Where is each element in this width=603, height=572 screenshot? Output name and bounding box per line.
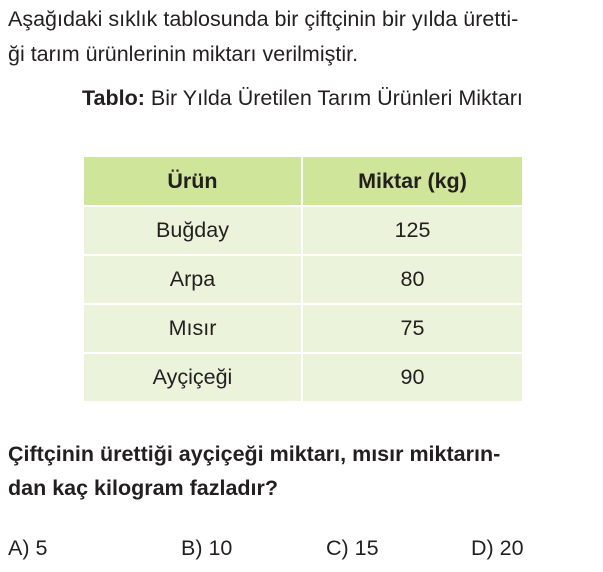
option-a[interactable]: A) 5 [8,536,48,560]
option-d[interactable]: D) 20 [471,536,524,560]
intro-line-2: ği tarım ürünlerinin miktarı verilmiştir. [8,42,359,66]
cell-product: Arpa [84,255,302,304]
frequency-table [84,157,522,401]
question-line-2: dan kaç kilogram fazladır? [8,476,279,500]
table-header-row [84,157,522,206]
cell-amount: 80 [302,255,522,304]
cell-amount: 90 [302,353,522,401]
answer-options [8,531,603,565]
cell-product: Ayçiçeği [84,353,302,401]
header-amount: Miktar (kg) [302,157,522,206]
cell-amount: 75 [302,304,522,353]
caption-label: Tablo: [82,86,145,110]
question-text [8,437,600,505]
table-row [84,206,522,255]
cell-product: Buğday [84,206,302,255]
header-product: Ürün [84,157,302,206]
question-line-1: Çiftçinin ürettiği ayçiçeği miktarı, mısır miktarın- [8,442,501,466]
option-b[interactable]: B) 10 [181,536,233,560]
intro-line-1: Aşağıdaki sıklık tablosunda bir çiftçinin bir yılda üretti- [8,7,519,31]
caption-title: Bir Yılda Üretilen Tarım Ürünleri Miktarı [150,86,523,110]
table-row [84,353,522,401]
table-caption [82,80,552,116]
table-row [84,304,522,353]
intro-text [8,2,598,72]
cell-product: Mısır [84,304,302,353]
table-row [84,255,522,304]
option-c[interactable]: C) 15 [326,536,379,560]
cell-amount: 125 [302,206,522,255]
